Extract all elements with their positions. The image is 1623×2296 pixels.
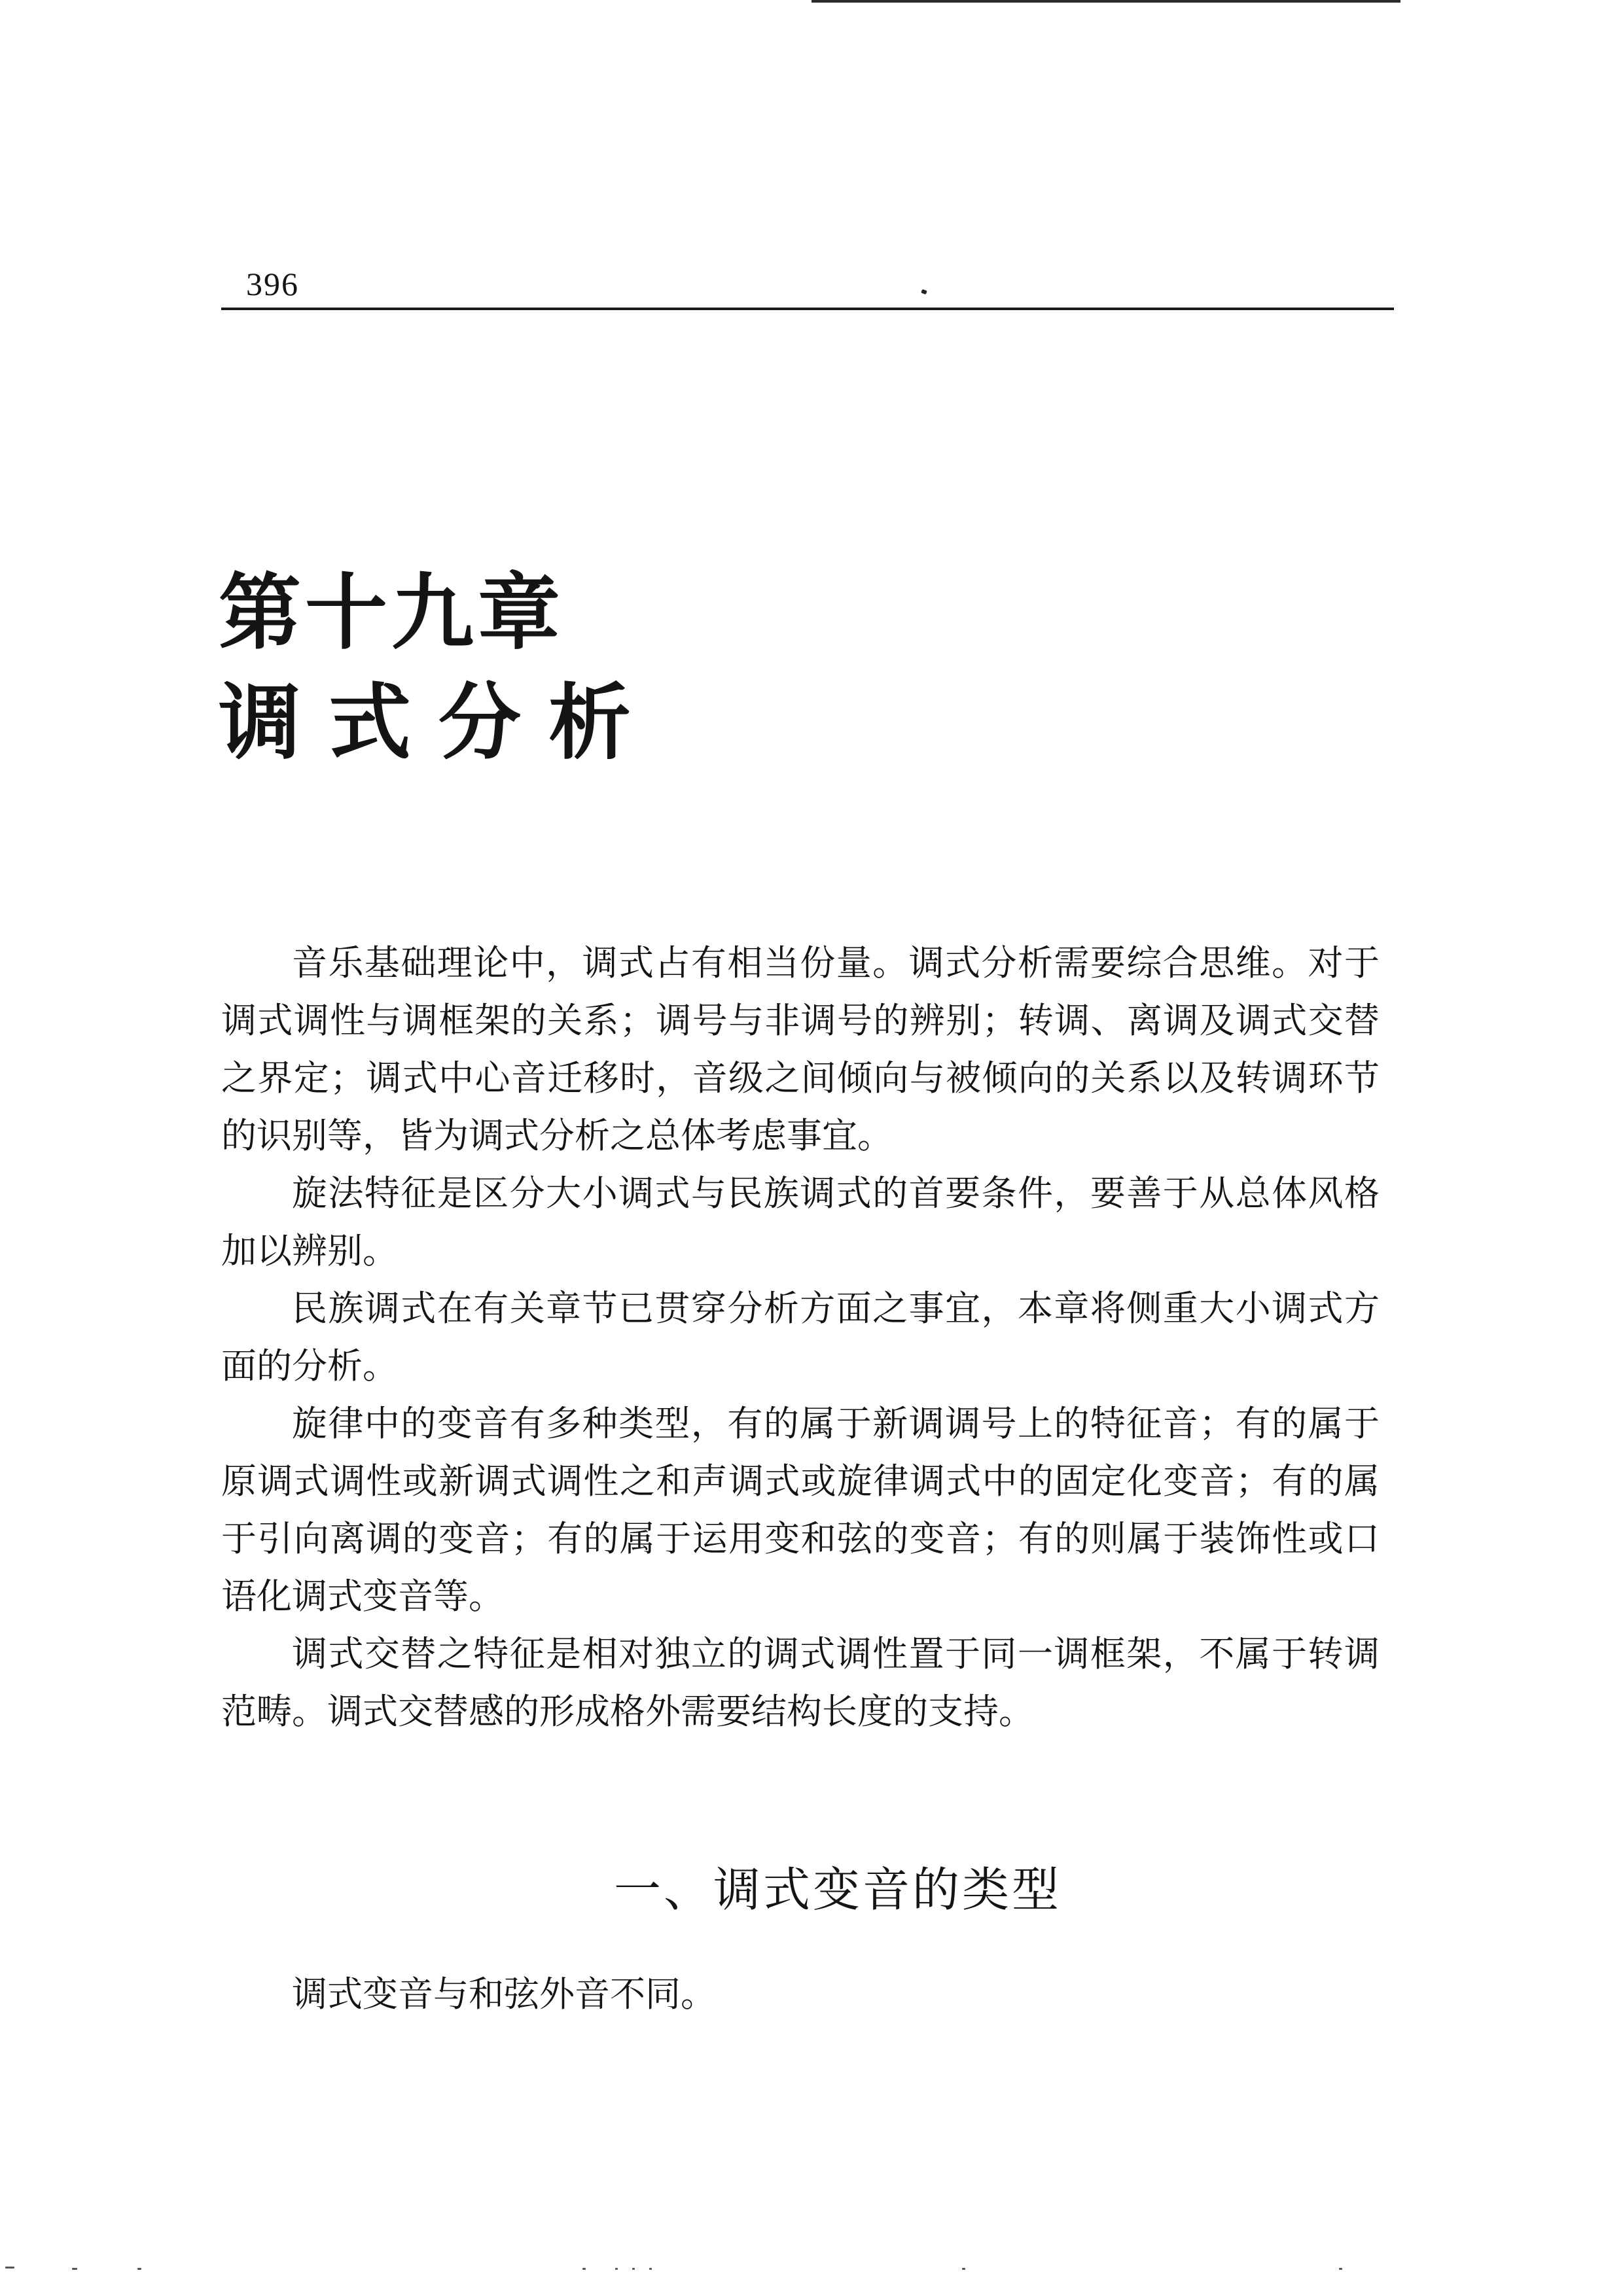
- scan-speck: [1339, 2268, 1342, 2270]
- scan-speck: [615, 2268, 618, 2270]
- scan-speck: [962, 2268, 965, 2270]
- chapter-title: 调式分析: [219, 675, 658, 771]
- scan-speck: [582, 2268, 586, 2270]
- section-heading: 一、调式变音的类型: [613, 1862, 1061, 1917]
- section-first-line: 调式变音与和弦外音不同。: [292, 1973, 716, 2015]
- paragraph-1: 音乐基础理论中，调式占有相当份量。调式分析需要综合思维。对于调式调性与调框架的关系；调号与非调号的辨别；转调、离调及调式交替之界定；调式中心音迁移时，音级之间倾向与被倾向的关系以及转调环节的识别等，皆为调式分析之总体考虑事宜。: [221, 942, 1380, 1156]
- paragraph-4: 旋律中的变音有多种类型，有的属于新调调号上的特征音；有的属于原调式调性或新调式调性之和声调式或旋律调式中的固定化变音；有的属于引向离调的变音；有的属于运用变和弦的变音；有的则属于装饰性或口语化调式变音等。: [221, 1403, 1380, 1617]
- chapter-number: 第十九章: [219, 565, 564, 661]
- paragraph-3: 民族调式在有关章节已贯穿分析方面之事宜，本章将侧重大小调式方面的分析。: [221, 1288, 1380, 1386]
- scan-speck: [72, 2268, 77, 2270]
- scan-speck: [649, 2268, 652, 2270]
- top-edge-rule: [812, 0, 1400, 3]
- paragraph-2: 旋法特征是区分大小调式与民族调式的首要条件，要善于从总体风格加以辨别。: [221, 1173, 1380, 1271]
- header-rule: [221, 308, 1394, 310]
- paragraph-5: 调式交替之特征是相对独立的调式调性置于同一调框架，不属于转调范畴。调式交替感的形成格外需要结构长度的支持。: [221, 1633, 1380, 1732]
- header-ink-mark: [921, 289, 927, 294]
- scan-speck: [5, 2267, 14, 2269]
- body-text: [221, 934, 1380, 1740]
- scan-speck: [632, 2268, 635, 2270]
- page-number: 396: [246, 266, 299, 302]
- scan-speck: [137, 2268, 141, 2270]
